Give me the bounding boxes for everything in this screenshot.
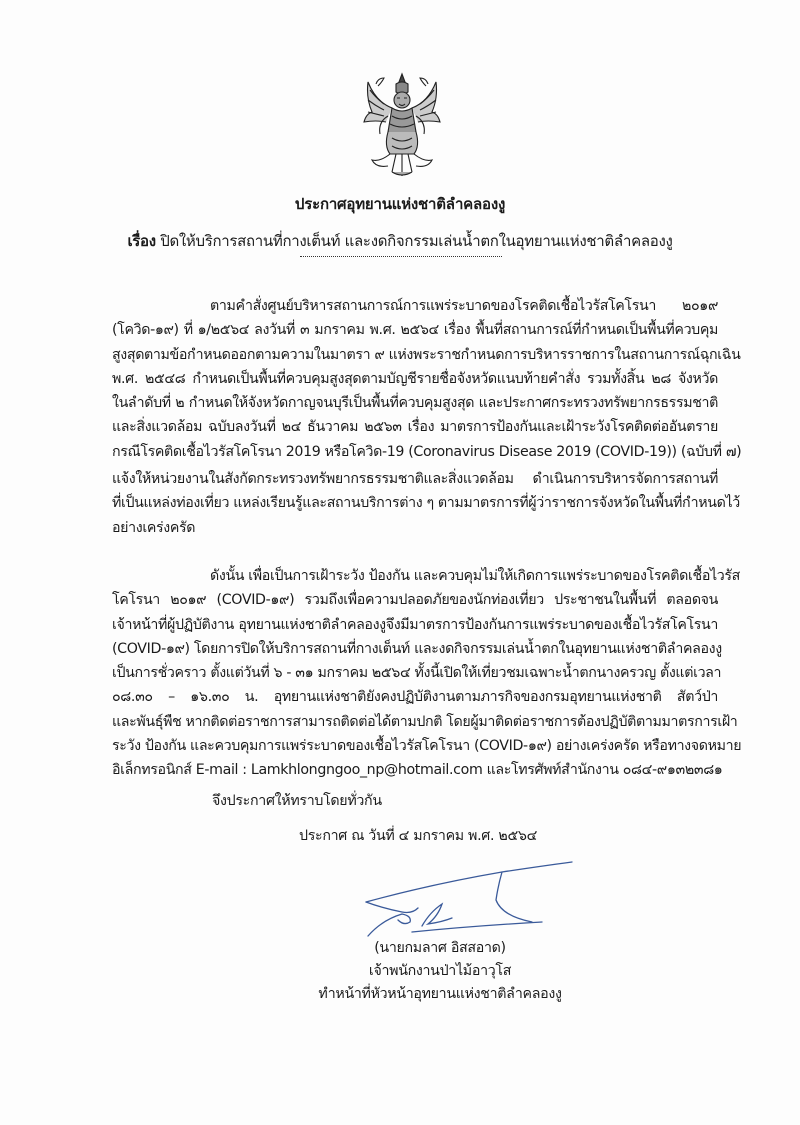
- paragraph-line: แจ้งให้หน่วยงานในสังกัดกระทรวงทรัพยากรธรรมชาติและสิ่งแวดล้อม ดำเนินการบริหารจัดการสถานที่: [112, 471, 718, 488]
- paragraph-2: [112, 564, 742, 783]
- signatory-acting-role: ทำหน้าที่หัวหน้าอุทยานแห่งชาติลำคลองงู: [318, 986, 562, 1002]
- paragraph-1: [112, 294, 742, 540]
- paragraph-line: ในลำดับที่ ๒ กำหนดให้จังหวัดกาญจนบุรีเป็นพื้นที่ควบคุมสูงสุด และประกาศกระทรวงทรัพยากรธรรมชาติ: [112, 395, 718, 412]
- paragraph-line: เป็นการชั่วคราว ตั้งแต่วันที่ ๖ - ๓๑ มกราคม ๒๕๖๔ ทั้งนี้เปิดให้เที่ยวชมเฉพาะน้ำตกนางครวญ ตั้งแต่เวลา: [112, 665, 722, 682]
- paragraph-line: พ.ศ. ๒๕๔๘ กำหนดเป็นพื้นที่ควบคุมสูงสุดตามบัญชีรายชื่อจังหวัดแนบท้ายคำสั่ง รวมทั้งสิ้น ๒๘ จังหวัด: [112, 370, 718, 387]
- paragraph-line: (COVID-๑๙) โดยการปิดให้บริการสถานที่กางเต็นท์ และงดกิจกรรมเล่นน้ำตกในอุทยานแห่งชาติลำคลองงู: [112, 640, 722, 657]
- signatory-name: (นายกมลาศ อิสสอาด): [374, 940, 506, 956]
- paragraph-line: ดังนั้น เพื่อเป็นการเฝ้าระวัง ป้องกัน และควบคุมไม่ให้เกิดการแพร่ระบาดของโรคติดเชื้อไวรัส: [210, 568, 740, 584]
- page-title: ประกาศอุทยานแห่งชาติลำคลองงู: [294, 195, 506, 213]
- paragraph-line: เจ้าหน้าที่ผู้ปฏิบัติงาน อุทยานแห่งชาติลำคลองงูจึงมีมาตรการป้องกันการแพร่ระบาดของเชื้อไวรัสโคโรนา: [112, 616, 718, 633]
- paragraph-line: ตามคำสั่งศูนย์บริหารสถานการณ์การแพร่ระบาดของโรคติดเชื้อไวรัสโคโรนา ๒๐๑๙: [210, 298, 718, 314]
- paragraph-line: (โควิด-๑๙) ที่ ๑/๒๕๖๔ ลงวันที่ ๓ มกราคม พ.ศ. ๒๕๖๔ เรื่อง พื้นที่สถานการณ์ที่กำหนดเป็นพื้นที่ควบคุม: [112, 322, 718, 339]
- signature-block: [250, 937, 630, 1006]
- paragraph-line: และพันธุ์พืช หากติดต่อราชการสามารถติดต่อได้ตามปกติ โดยผู้มาติดต่อราชการต้องปฏิบัติตามมาตรการเฝ้า: [112, 713, 738, 730]
- paragraph-line: อย่างเคร่งครัด: [112, 519, 196, 536]
- paragraph-line: และสิ่งแวดล้อม ฉบับลงวันที่ ๒๔ ธันวาคม ๒๕๖๓ เรื่อง มาตรการป้องกันและเฝ้าระวังโรคติดต่ออันตราย: [112, 419, 718, 436]
- garuda-emblem-icon: [362, 72, 442, 180]
- paragraph-line: กรณีโรคติดเชื้อไวรัสโคโรนา 2019 หรือโควิด-19 (Coronavirus Disease 2019 (COVID-19)) (ฉบับที่ ๗): [112, 443, 742, 460]
- paragraph-line: สูงสุดตามข้อกำหนดออกตามความในมาตรา ๙ แห่งพระราชกำหนดการบริหารราชการในสถานการณ์ฉุกเฉิน: [112, 346, 741, 363]
- subject-line: [0, 229, 800, 253]
- signatory-position: เจ้าพนักงานป่าไม้อาวุโส: [368, 963, 512, 979]
- subject-label: เรื่อง: [127, 232, 156, 250]
- paragraph-line: ระวัง ป้องกัน และควบคุมการแพร่ระบาดของเชื้อไวรัสโคโรนา (COVID-๑๙) อย่างเคร่งครัด หรือทางจดหมาย: [112, 738, 742, 755]
- paragraph-line: โคโรนา ๒๐๑๙ (COVID-๑๙) รวมถึงเพื่อความปลอดภัยของนักท่องเที่ยว ประชาชนในพื้นที่ ตลอดจน: [112, 592, 718, 609]
- subject-text: ปิดให้บริการสถานที่กางเต็นท์ และงดกิจกรรมเล่นน้ำตกในอุทยานแห่งชาติลำคลองงู: [160, 232, 673, 250]
- closing-line: จึงประกาศให้ทราบโดยทั่วกัน: [212, 793, 382, 809]
- signature-icon: [352, 860, 582, 942]
- dotted-divider: [300, 256, 502, 257]
- paragraph-line: อิเล็กทรอนิกส์ E-mail : Lamkhlongngoo_np@hotmail.com และโทรศัพท์สำนักงาน ๐๘๔-๙๑๓๒๓๘๑: [112, 762, 723, 779]
- paragraph-line: ๐๘.๓๐ – ๑๖.๓๐ น. อุทยานแห่งชาติยังคงปฏิบัติงานตามภารกิจของกรมอุทยานแห่งชาติ สัตว์ป่า: [112, 689, 718, 706]
- paragraph-line: ที่เป็นแหล่งท่องเที่ยว แหล่งเรียนรู้และสถานบริการต่าง ๆ ตามมาตรการที่ผู้ว่าราชการจังหวัดในพื้นที่กำหนดไว้: [112, 495, 740, 512]
- announcement-date: ประกาศ ณ วันที่ ๔ มกราคม พ.ศ. ๒๕๖๔: [299, 828, 538, 844]
